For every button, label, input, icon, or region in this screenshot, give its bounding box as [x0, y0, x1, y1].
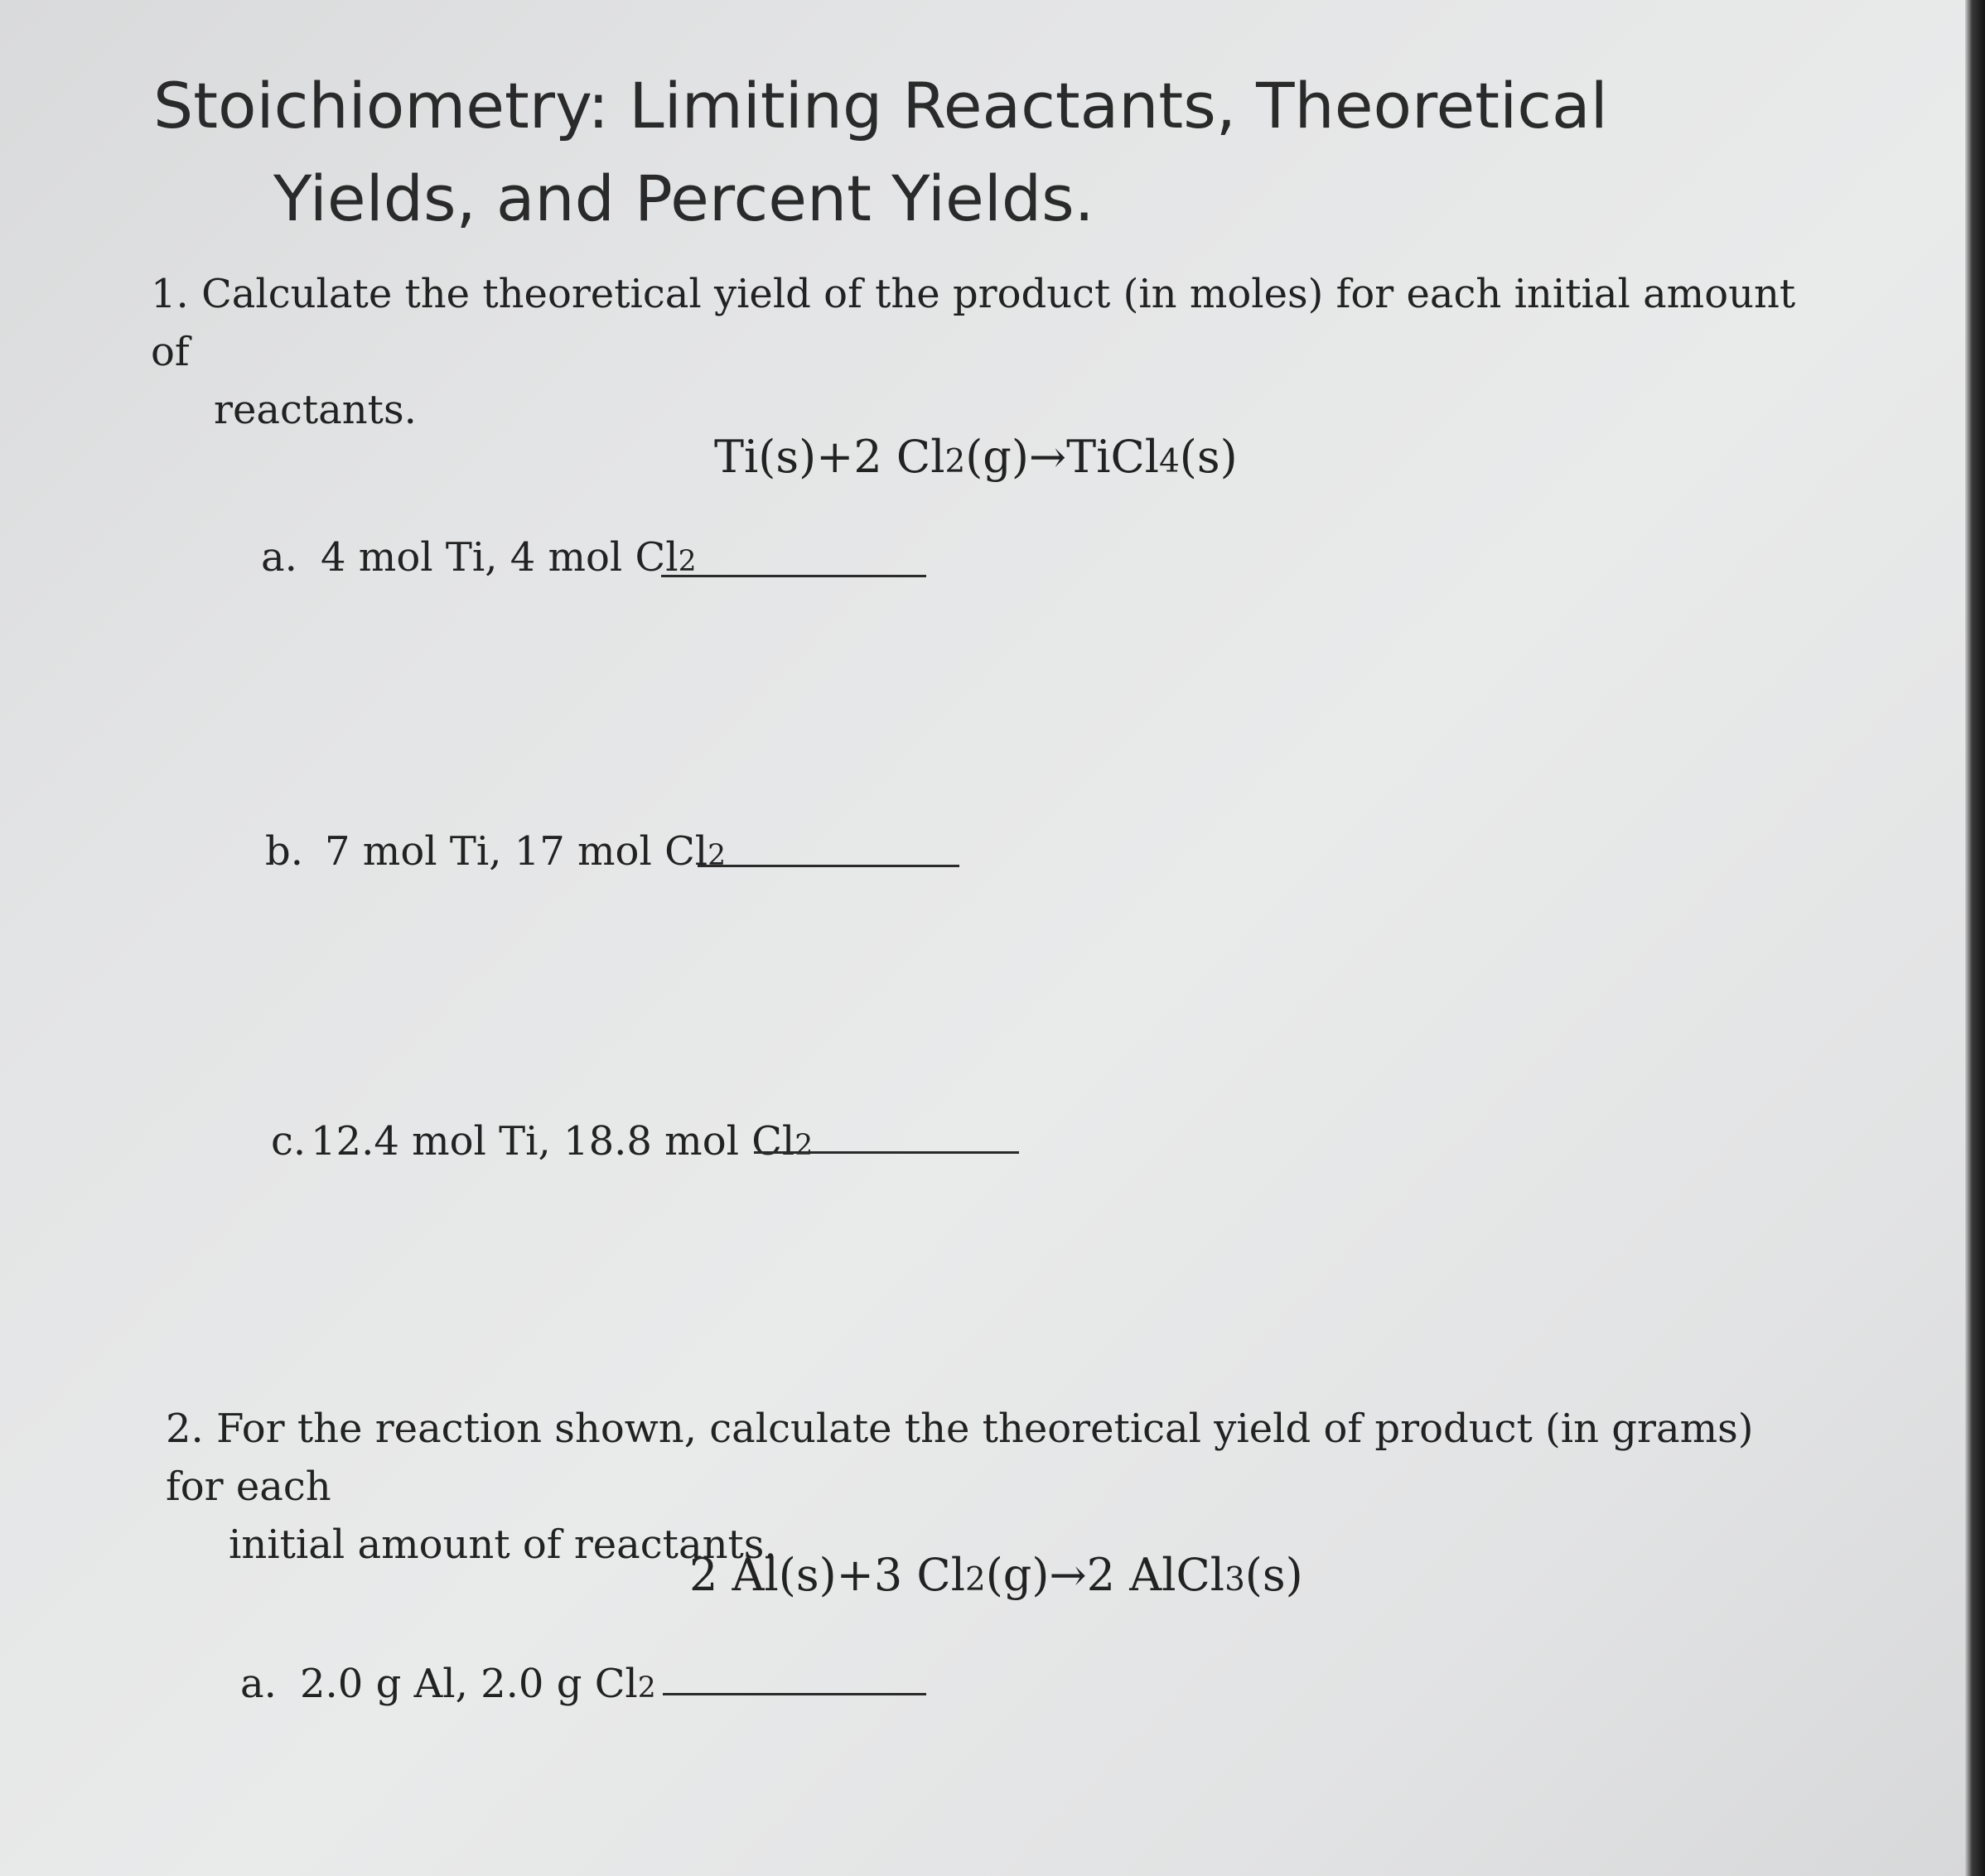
item-text: 4 mol Ti, 4 mol Cl	[321, 534, 679, 581]
equation-1-part: (s)	[1179, 431, 1238, 483]
question-2-text-line-2: initial amount of reactants.	[229, 1522, 777, 1568]
title-line-2: Yields, and Percent Yields.	[273, 162, 1094, 235]
question-1	[151, 265, 1808, 439]
item-text: 2.0 g Al, 2.0 g Cl	[300, 1661, 638, 1707]
item-letter: b.	[265, 828, 303, 875]
answer-blank-q1-a[interactable]	[661, 575, 926, 577]
item-letter: a.	[261, 534, 297, 581]
answer-blank-q1-c[interactable]	[754, 1151, 1019, 1154]
equation-2-subscript: 3	[1224, 1561, 1245, 1599]
q1-item-c	[271, 1118, 813, 1165]
question-1-text-line-1: Calculate the theoretical yield of the product (in moles) for each initial amount of	[151, 271, 1796, 375]
page-title	[153, 60, 1645, 245]
equation-1	[714, 431, 1238, 483]
equation-2-part: 2 Al(s)+3 Cl	[689, 1549, 965, 1601]
equation-2-subscript: 2	[965, 1561, 986, 1599]
item-text: 7 mol Ti, 17 mol Cl	[325, 828, 708, 875]
equation-1-part: Ti(s)+2 Cl	[714, 431, 945, 483]
title-line-1: Stoichiometry: Limiting Reactants, Theoretical	[153, 69, 1608, 142]
question-2	[166, 1400, 1823, 1574]
item-letter: a.	[240, 1661, 277, 1707]
equation-1-subscript: 2	[944, 443, 966, 480]
equation-2-part: (s)	[1244, 1549, 1303, 1601]
item-text: 12.4 mol Ti, 18.8 mol Cl	[311, 1118, 795, 1165]
item-letter: c.	[271, 1118, 307, 1165]
page-edge	[1965, 0, 1985, 1876]
answer-blank-q2-a[interactable]	[663, 1693, 926, 1695]
equation-2	[689, 1549, 1303, 1601]
question-1-text-line-2: reactants.	[214, 387, 417, 433]
item-subscript: 2	[678, 545, 697, 578]
question-1-number: 1.	[151, 271, 189, 317]
item-subscript: 2	[794, 1129, 814, 1162]
q1-item-b	[265, 828, 726, 875]
equation-2-part: (g)→2 AlCl	[985, 1549, 1225, 1601]
answer-blank-q1-b[interactable]	[698, 865, 959, 867]
question-2-number: 2.	[166, 1406, 204, 1452]
item-subscript: 2	[637, 1671, 656, 1705]
q2-item-a	[240, 1661, 656, 1707]
question-2-text-line-1: For the reaction shown, calculate the theoretical yield of product (in grams) for each	[166, 1406, 1754, 1510]
item-subscript: 2	[708, 839, 727, 872]
equation-1-subscript: 4	[1159, 443, 1180, 480]
q1-item-a	[261, 534, 697, 581]
equation-1-part: (g)→TiCl	[965, 431, 1160, 483]
